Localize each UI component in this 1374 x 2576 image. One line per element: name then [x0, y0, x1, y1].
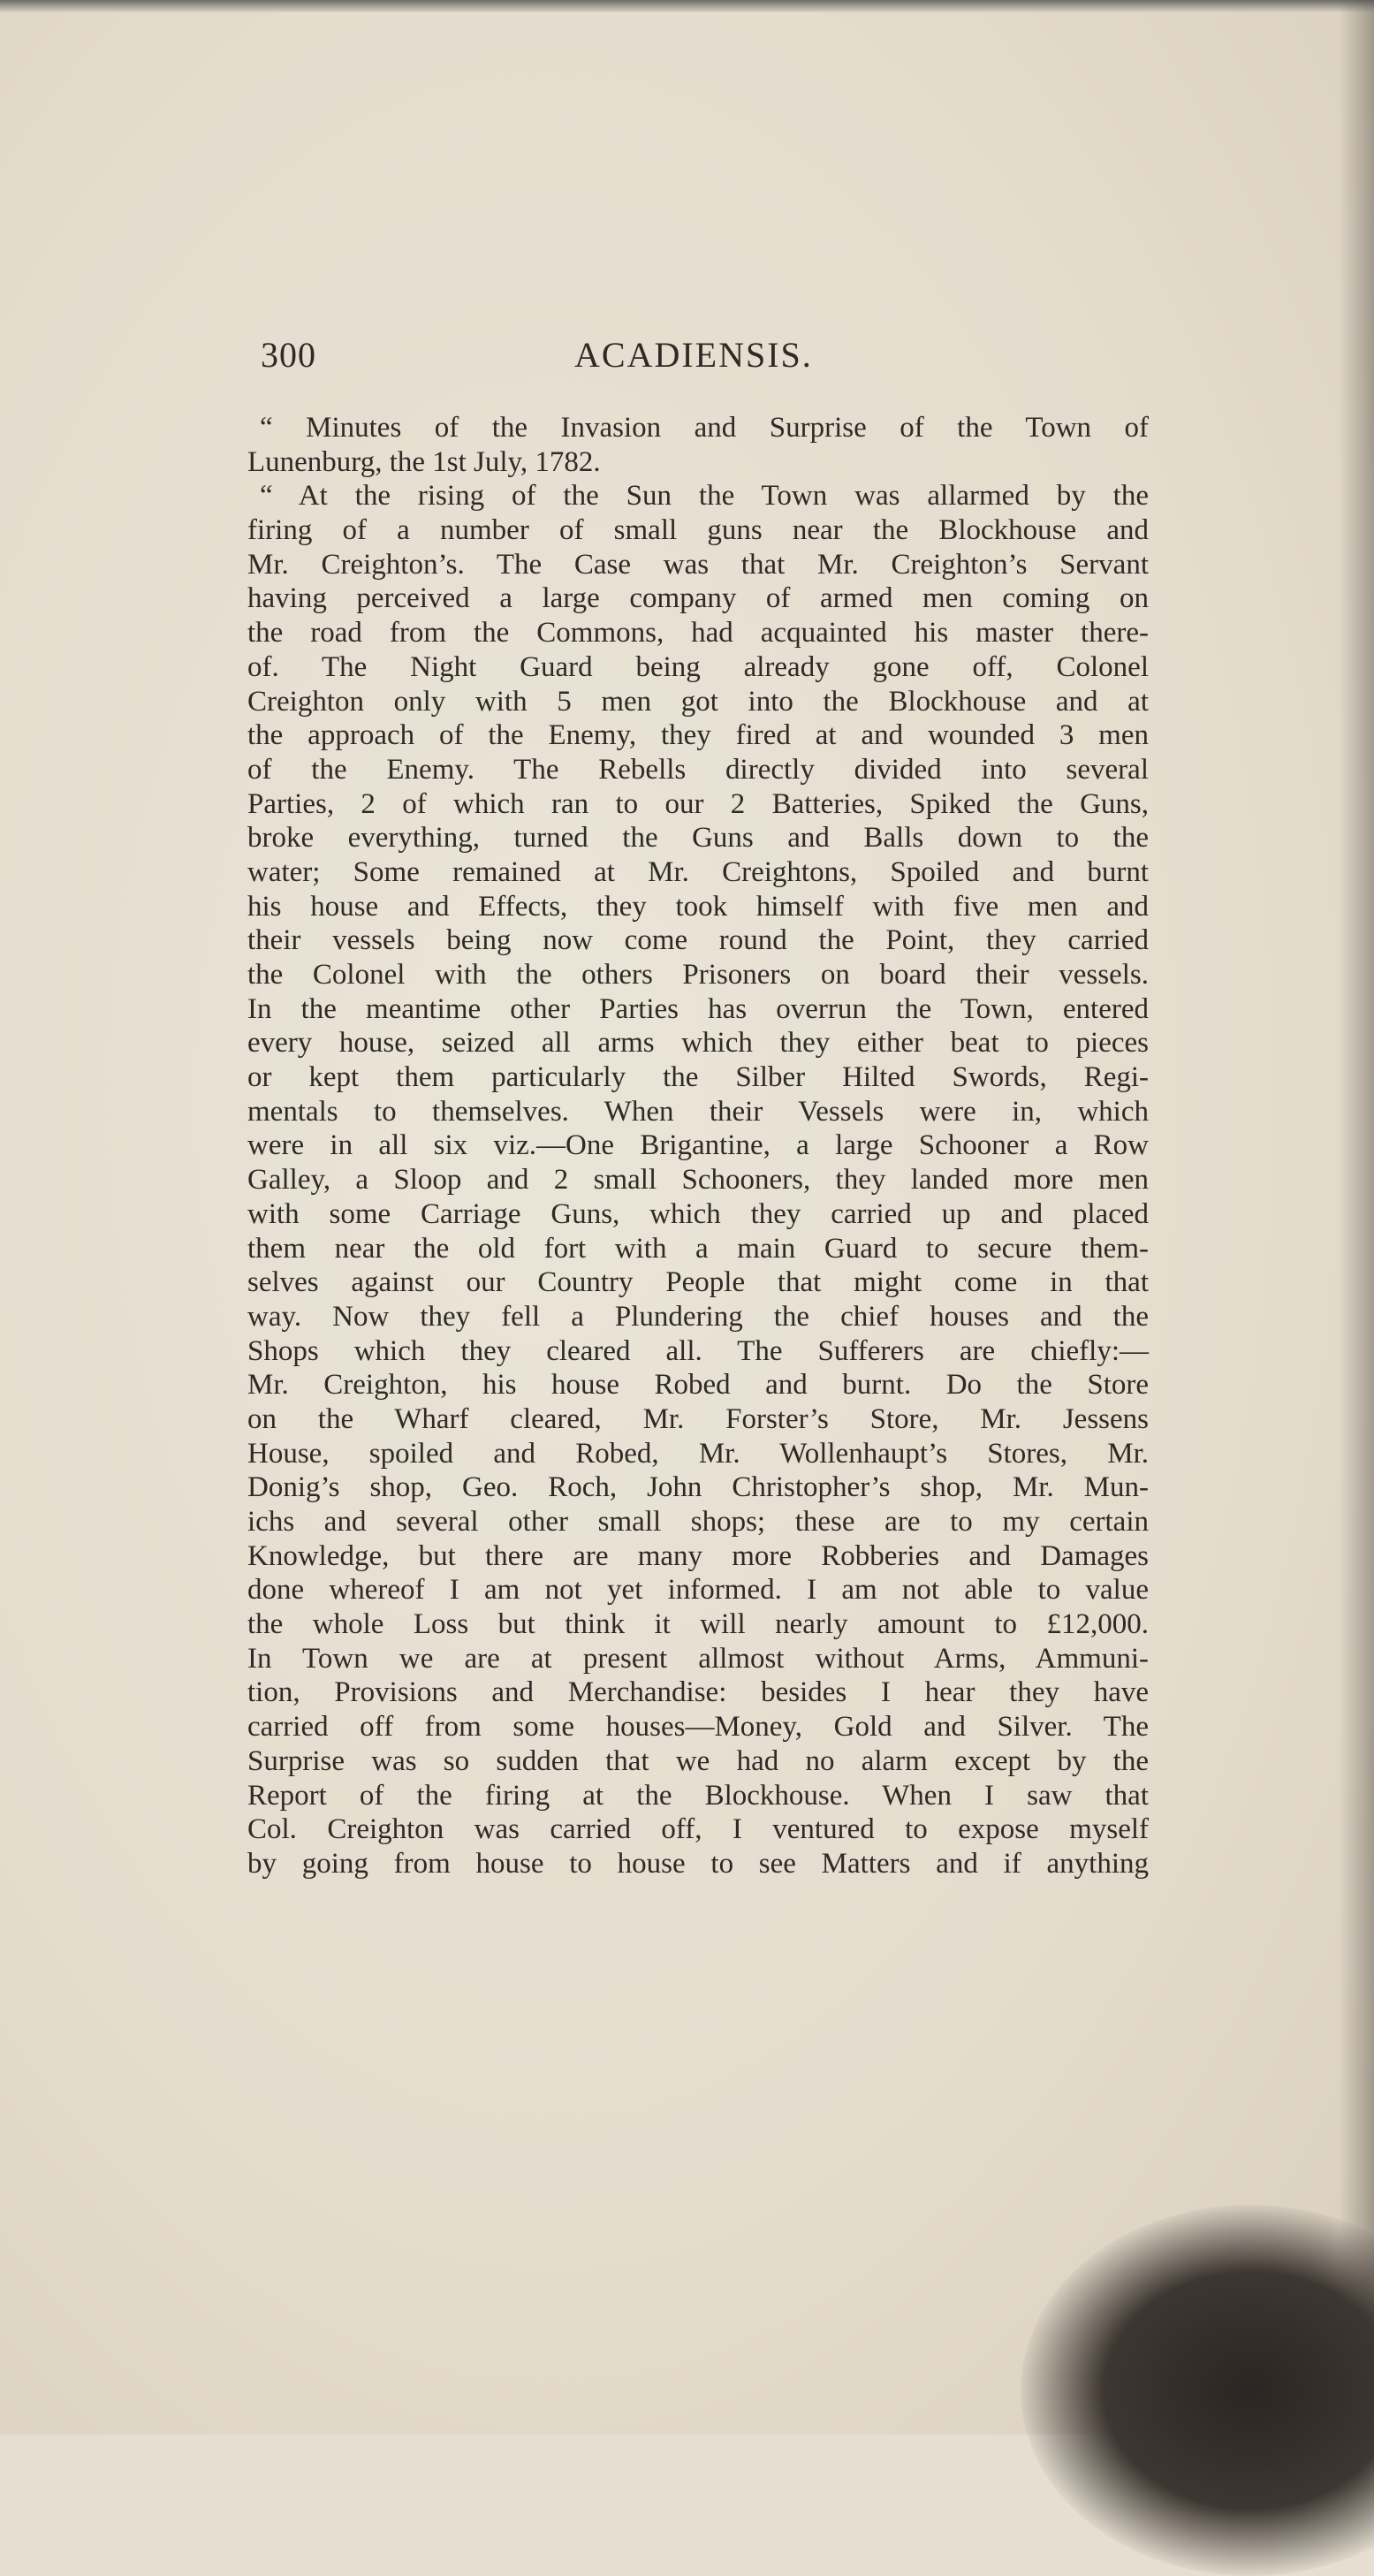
- page-corner-shadow: [1021, 2205, 1374, 2576]
- text-line: them near the old fort with a main Guard to secure them-: [247, 1232, 1149, 1265]
- text-line: the Colonel with the others Prisoners on board their vessels.: [247, 959, 1149, 991]
- text-line: “ At the rising of the Sun the Town was allarmed by the: [260, 480, 1149, 513]
- journal-title: ACADIENSIS.: [574, 335, 813, 375]
- text-line: of. The Night Guard being already gone off, Colonel: [247, 650, 1149, 683]
- text-line: the whole Loss but think it will nearly amount to £12,000.: [247, 1608, 1149, 1641]
- text-line: Mr. Creighton’s. The Case was that Mr. Creighton’s Servant: [247, 548, 1149, 581]
- text-line: ichs and several other small shops; these are to my certain: [247, 1506, 1149, 1538]
- text-line: Mr. Creighton, his house Robed and burnt. Do the Store: [247, 1369, 1149, 1402]
- page-number: 300: [261, 335, 316, 375]
- text-line: the approach of the Enemy, they fired at and wounded 3 men: [247, 719, 1149, 752]
- text-line: were in all six viz.—One Brigantine, a large Schooner a Row: [247, 1129, 1149, 1162]
- text-line: water; Some remained at Mr. Creightons, Spoiled and burnt: [247, 855, 1149, 888]
- text-line: their vessels being now come round the Point, they carried: [247, 924, 1149, 957]
- text-line: Shops which they cleared all. The Sufferers are chiefly:—: [247, 1334, 1149, 1367]
- text-line: Lunenburg, the 1st July, 1782.: [247, 445, 601, 478]
- text-line: of the Enemy. The Rebells directly divided into several: [247, 753, 1149, 786]
- text-line: House, spoiled and Robed, Mr. Wollenhaupt’s Stores, Mr.: [247, 1437, 1149, 1470]
- text-line: Donig’s shop, Geo. Roch, John Christopher’s shop, Mr. Mun-: [247, 1471, 1149, 1504]
- text-line: Knowledge, but there are many more Robberies and Damages: [247, 1539, 1149, 1572]
- text-line: firing of a number of small guns near the Blockhouse and: [247, 514, 1149, 547]
- page-top-edge: [0, 0, 1374, 12]
- text-line: mentals to themselves. When their Vessels were in, which: [247, 1095, 1149, 1128]
- text-line: having perceived a large company of armed men coming on: [247, 582, 1149, 615]
- text-line: carried off from some houses—Money, Gold and Silver. The: [247, 1711, 1149, 1744]
- text-line: Surprise was so sudden that we had no alarm except by the: [247, 1744, 1149, 1777]
- text-line: Report of the firing at the Blockhouse. When I saw that: [247, 1779, 1149, 1812]
- page-gutter-shadow: [1339, 0, 1374, 2435]
- text-line: or kept them particularly the Silber Hilted Swords, Regi-: [247, 1061, 1149, 1094]
- text-line: his house and Effects, they took himself with five men and: [247, 890, 1149, 923]
- text-line: tion, Provisions and Merchandise: besides I hear they have: [247, 1676, 1149, 1709]
- text-line: the road from the Commons, had acquainted his master there-: [247, 617, 1149, 650]
- text-line: broke everything, turned the Guns and Balls down to the: [247, 822, 1149, 855]
- body-text: [247, 411, 1149, 1881]
- text-line: every house, seized all arms which they either beat to pieces: [247, 1027, 1149, 1060]
- text-line: by going from house to house to see Matters and if anything: [247, 1847, 1149, 1880]
- text-line: done whereof I am not yet informed. I am not able to value: [247, 1574, 1149, 1607]
- text-line: Creighton only with 5 men got into the Blockhouse and at: [247, 685, 1149, 718]
- text-line: Galley, a Sloop and 2 small Schooners, they landed more men: [247, 1164, 1149, 1197]
- text-line: with some Carriage Guns, which they carried up and placed: [247, 1197, 1149, 1230]
- text-line: In Town we are at present allmost without Arms, Ammuni-: [247, 1642, 1149, 1675]
- text-line: Col. Creighton was carried off, I ventured to expose myself: [247, 1813, 1149, 1846]
- text-line: way. Now they fell a Plundering the chief houses and the: [247, 1300, 1149, 1333]
- text-line: “ Minutes of the Invasion and Surprise of the Town of: [260, 412, 1149, 444]
- text-line: on the Wharf cleared, Mr. Forster’s Store, Mr. Jessens: [247, 1402, 1149, 1435]
- text-line: selves against our Country People that might come in that: [247, 1266, 1149, 1299]
- text-line: Parties, 2 of which ran to our 2 Batteries, Spiked the Guns,: [247, 787, 1149, 820]
- text-line: In the meantime other Parties has overrun the Town, entered: [247, 992, 1149, 1025]
- running-head: [261, 334, 1144, 387]
